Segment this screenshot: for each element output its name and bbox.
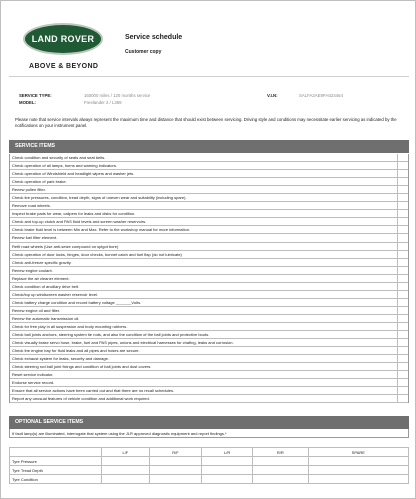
service-item-checkbox[interactable] — [397, 202, 408, 209]
service-item-label: Renew engine oil and filter. — [12, 307, 61, 313]
brand-logo — [23, 23, 103, 55]
service-item-row — [10, 226, 408, 234]
service-item-row — [10, 243, 408, 251]
service-item-label: Check operation of Windshield and headlight wipers and washer jets. — [12, 171, 135, 177]
service-type-value: 160000 miles / 120 months service — [84, 93, 151, 98]
service-item-label: Report any unusual features of vehicle condition and additional work required. — [12, 396, 150, 402]
service-item-checkbox[interactable] — [397, 283, 408, 290]
service-item-label: Renew engine coolant. — [12, 267, 53, 273]
tyre-row-label: Tyre Tread Depth — [10, 466, 102, 475]
service-item-row — [10, 170, 408, 178]
service-item-checkbox[interactable] — [397, 162, 408, 169]
service-item-label: Remove road wheels. — [12, 203, 51, 209]
service-item-row — [10, 291, 408, 299]
service-item-row — [10, 371, 408, 379]
service-item-row — [10, 283, 408, 291]
service-item-label: Check for free play in all suspension and body mounting rubbers. — [12, 323, 128, 329]
service-item-checkbox[interactable] — [397, 307, 408, 314]
service-item-row — [10, 210, 408, 218]
model-value: Freelander 2 / L359 — [84, 100, 122, 105]
tyre-table-header — [10, 448, 409, 457]
service-item-checkbox[interactable] — [397, 331, 408, 338]
service-item-row — [10, 162, 408, 170]
service-item-row — [10, 395, 408, 403]
service-item-row — [10, 387, 408, 395]
service-type-label: SERVICE TYPE: — [19, 93, 52, 98]
service-item-label: Endorse service record. — [12, 380, 55, 386]
service-item-checkbox[interactable] — [397, 371, 408, 378]
optional-items-header: OPTIONAL SERVICE ITEMS — [9, 416, 409, 429]
service-item-row — [10, 194, 408, 202]
service-item-row — [10, 307, 408, 315]
service-item-checkbox[interactable] — [397, 234, 408, 241]
service-item-row — [10, 331, 408, 339]
service-item-label: Ensure that all service actions have been carried out and that there are no recall schedules. — [12, 388, 175, 394]
service-item-label: Check steering rod ball joint fixings and condition of ball joints and dust covers. — [12, 364, 152, 370]
service-item-row — [10, 363, 408, 371]
service-item-checkbox[interactable] — [397, 355, 408, 362]
service-item-row — [10, 186, 408, 194]
service-item-label: Check anti-freeze specific gravity. — [12, 259, 72, 265]
service-item-checkbox[interactable] — [397, 339, 408, 346]
service-item-label: Check condition of ancillary drive belt. — [12, 283, 80, 289]
service-item-row — [10, 379, 408, 387]
optional-item: If fault lamp(s) are illuminated, interrogate that system using the JLR approved diagnostic equipment and report findings.* — [9, 429, 409, 438]
service-item-checkbox[interactable] — [397, 218, 408, 225]
service-item-label: Replace the air cleaner element. — [12, 275, 70, 281]
service-item-checkbox[interactable] — [397, 170, 408, 177]
service-item-row — [10, 355, 408, 363]
service-item-label: Check tire pressures, condition, tread depth, signs of uneven wear and suitability (including spare). — [12, 195, 187, 201]
page-title: Service schedule — [125, 34, 183, 41]
service-item-checkbox[interactable] — [397, 347, 408, 354]
service-item-label: Check and top-up clutch and PAS fluid levels and screen washer reservoirs. — [12, 219, 147, 225]
service-item-checkbox[interactable] — [397, 275, 408, 282]
service-item-label: Check the engine bay for fluid leaks and all pipes and hoses are secure. — [12, 348, 140, 354]
service-item-checkbox[interactable] — [397, 178, 408, 185]
logo-text-line2: ROVER — [60, 34, 95, 44]
service-item-row — [10, 218, 408, 226]
service-item-label: Check condition and security of seats and seat belts. — [12, 155, 106, 160]
service-item-checkbox[interactable] — [397, 299, 408, 306]
service-item-label: Inspect brake pads for wear, calipers for leaks and disks for condition. — [12, 211, 136, 217]
service-item-label: Check ball joints anchors, steering system tie rods, and also the condition of the ball joints and protective boots. — [12, 332, 210, 338]
service-item-row — [10, 154, 408, 162]
vin-value: SALFA2AE9FH424464 — [299, 93, 343, 98]
service-item-checkbox[interactable] — [397, 154, 408, 161]
service-item-label: Check exhaust system for leaks, security and damage. — [12, 356, 109, 362]
service-item-row — [10, 275, 408, 283]
vin-label: V.I.N: — [267, 93, 278, 98]
service-item-row — [10, 339, 408, 347]
service-item-label: Check brake fluid level is between Min and Max. Refer to the workshop manual for more information. — [12, 227, 191, 233]
service-item-checkbox[interactable] — [397, 186, 408, 193]
service-item-checkbox[interactable] — [397, 315, 408, 322]
service-item-label: Renew fuel filter element. — [12, 235, 58, 241]
tyre-col-rr: R/R — [253, 448, 309, 457]
service-item-label: Check operation of door locks, hinges, door checks, bonnet catch and fuel flap (do not lubricate) — [12, 251, 182, 257]
service-item-label: Check operation of park brake. — [12, 179, 67, 185]
brand-tagline: ABOVE & BEYOND — [29, 63, 99, 70]
vehicle-details — [9, 89, 409, 109]
tyre-col-lf: L/F — [102, 448, 150, 457]
service-item-label: Reset service indicator. — [12, 372, 54, 378]
tyre-col-spare: SPARE — [308, 448, 408, 457]
tyre-col-rf: R/F — [149, 448, 201, 457]
service-item-row — [10, 347, 408, 355]
service-item-checkbox[interactable] — [397, 379, 408, 386]
service-item-checkbox[interactable] — [397, 243, 408, 250]
service-item-row — [10, 234, 408, 242]
service-item-checkbox[interactable] — [397, 363, 408, 370]
tyre-row-condition — [10, 475, 409, 484]
service-items-header: SERVICE ITEMS — [9, 140, 409, 153]
service-item-label: Refit road wheels (Use anti-seize compound on spigot bore) — [12, 243, 119, 249]
tyre-row-tread — [10, 466, 409, 475]
service-item-checkbox[interactable] — [397, 387, 408, 394]
service-item-row — [10, 267, 408, 275]
tyre-row-label: Tyre Condition — [10, 475, 102, 484]
service-item-row — [10, 323, 408, 331]
service-item-checkbox[interactable] — [397, 323, 408, 330]
service-item-label: Check battery charge condition and record battery voltage _______Volts. — [12, 299, 142, 305]
service-item-checkbox[interactable] — [397, 291, 408, 298]
tyre-col-lr: L/R — [202, 448, 253, 457]
service-item-checkbox[interactable] — [397, 259, 408, 266]
service-item-label: Check/top up windscreen washer reservoir level. — [12, 291, 99, 297]
service-item-label: Check operation of all lamps, horns and warning indicators. — [12, 163, 117, 169]
service-item-label: Renew pollen filter. — [12, 187, 46, 193]
page-subtitle: Customer copy — [125, 49, 162, 55]
service-item-row — [10, 251, 408, 259]
service-item-checkbox[interactable] — [397, 194, 408, 201]
service-item-row — [10, 259, 408, 267]
tyre-row-label: Tyre Pressure — [10, 457, 102, 466]
service-item-row — [10, 178, 408, 186]
service-item-checkbox[interactable] — [397, 210, 408, 217]
service-item-row — [10, 202, 408, 210]
service-item-row — [10, 315, 408, 323]
service-item-checkbox[interactable] — [397, 267, 408, 274]
model-label: MODEL: — [19, 100, 36, 105]
service-item-row — [10, 299, 408, 307]
service-item-label: Renew the automatic transmission oil. — [12, 315, 80, 321]
service-item-checkbox[interactable] — [397, 251, 408, 258]
logo-text-line1: LAND — [31, 34, 58, 44]
service-notice: Please note that service intervals always represent the maximum time and distance that should exist between servicing. Driving style and conditions may necessitate earlier servicing as indicated by the notifications on your instrument panel. — [15, 117, 397, 128]
service-item-label: Check visually brake servo hose, brake, fuel and PAS pipes, unions and electrical harnesses for chafing, leaks and corrosion. — [12, 340, 234, 346]
service-item-checkbox[interactable] — [397, 226, 408, 233]
service-item-checkbox[interactable] — [397, 395, 408, 402]
tyre-row-pressure — [10, 457, 409, 466]
service-items-list — [9, 154, 409, 403]
tyre-table — [9, 447, 409, 484]
